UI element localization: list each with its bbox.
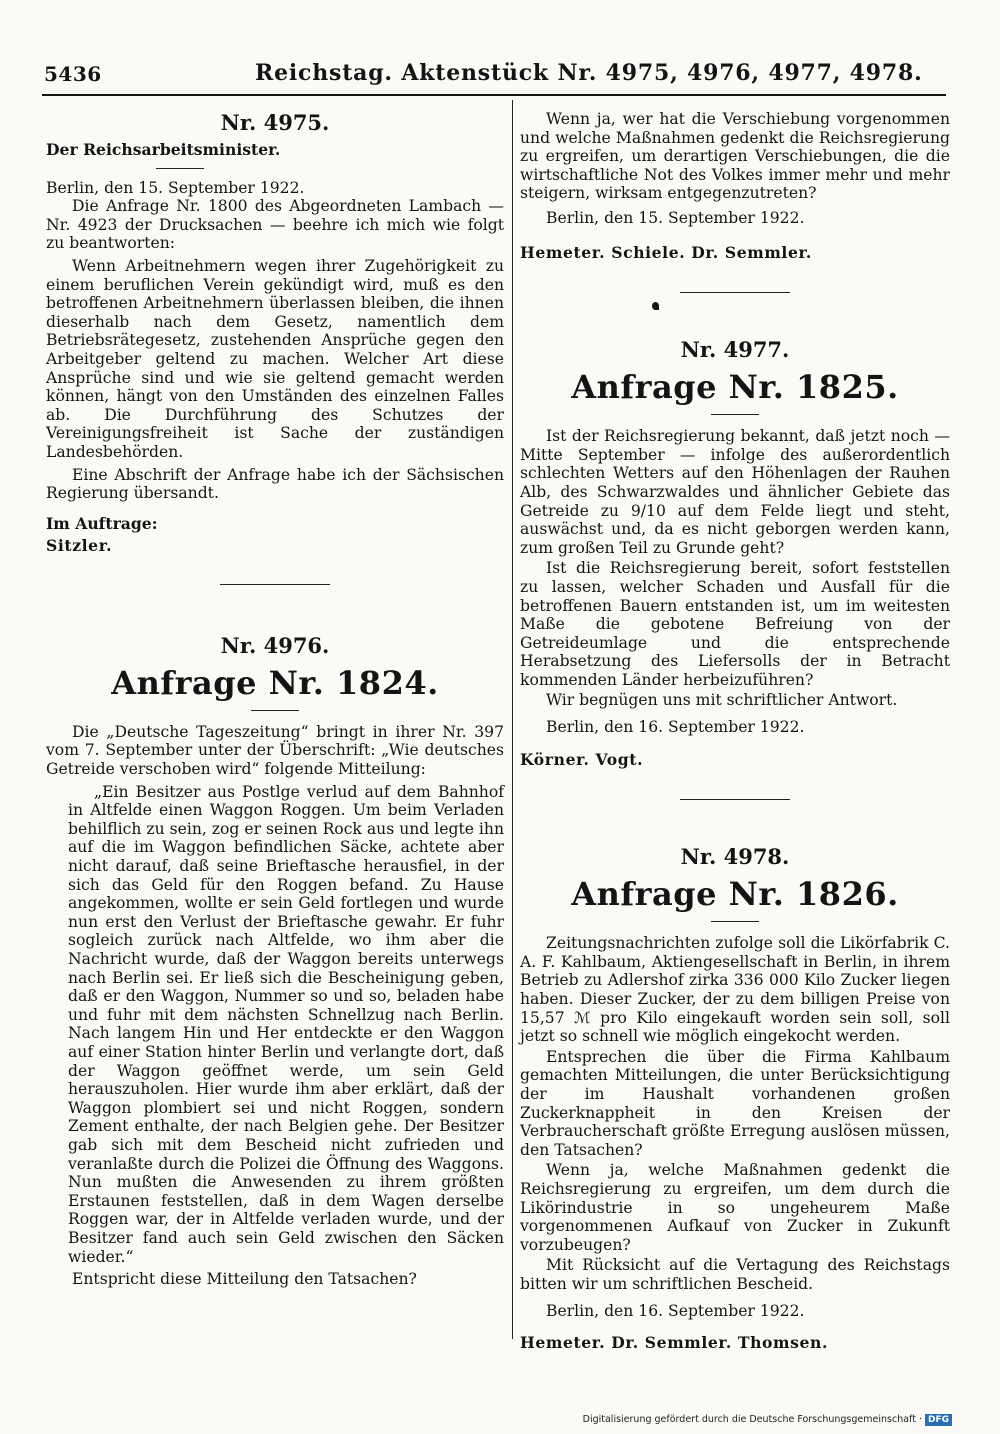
- ink-mark: [652, 302, 659, 310]
- doc-4976-date: Berlin, den 15. September 1922.: [546, 208, 805, 227]
- doc-4978-number: Nr. 4978.: [680, 844, 790, 870]
- separator-rule: [220, 584, 330, 585]
- doc-4978-paragraph: Wenn ja, welche Maßnahmen gedenkt die Reichsregierung zu ergreifen, um dem durch die Likörindustrie in so ungeheurem Maße vorgenommenen Aufkauf von Zucker in Zukunft vorzubeugen?: [520, 1161, 950, 1254]
- doc-4977-title: Anfrage Nr. 1825.: [571, 368, 899, 407]
- rule: [711, 414, 759, 415]
- separator-rule: [680, 799, 790, 800]
- doc-4975-date: Berlin, den 15. September 1922.: [46, 178, 305, 197]
- doc-4975-paragraph: Wenn Arbeitnehmern wegen ihrer Zugehörigkeit zu einem beruflichen Verein gekündigt wird, muß es den betroffenen Arbeitnehmern überlassen bleiben, die ihnen dieserhalb nach dem Gesetz, namentlich dem Betriebsrätegesetz, zustehenden Ansprüche gegen den Arbeitgeber geltend zu machen. Welcher Art diese Ansprüche sind und wie sie geltend gemacht werden können, hängt von den Umständen des einzelnen Falles ab. Die Durchführung des Schutzes der Vereinigungsfreiheit ist Sache der zuständigen Landesbehörden.: [46, 256, 504, 461]
- running-title: Reichstag. Aktenstück Nr. 4975, 4976, 4977, 4978.: [255, 60, 923, 86]
- doc-4976-quote: „Ein Besitzer aus Postlge verlud auf dem Bahnhof in Altfelde einen Waggon Roggen. Um beim Verladen behilflich zu sein, zog er seinen Rock aus und legte ihn auf die im Waggon befindlichen Säcke, achtete aber nicht darauf, daß seine Brieftasche herausfiel, in der sich das Geld für den Roggen befand. Zu Hause angekommen, wollte er sein Geld fortlegen und wurde nun erst den Verlust der Brieftasche gewahr. Er fuhr sogleich zurück nach Altfelde, wo ihm aber die Nachricht wurde, daß der Waggon bereits unterwegs nach Berlin sei. Er ließ sich die Bescheinigung geben, daß er den Waggon, Nummer so und so, beladen habe und fuhr mit dem nächsten Schnellzug nach Berlin. Nach langem Hin und Her entdeckte er den Waggon auf einer Station hinter Berlin und verlangte dort, daß der Waggon geöffnet werde, um sein Geld herauszuholen. Hier wurde ihm aber erklärt, daß der Waggon plombiert sei und nicht Roggen, sondern Zement enthalte, der nach Belgien gehe. Der Besitzer gab sich mit dem Bescheid nicht zufrieden und veranlaßte durch die Polizei die Öffnung des Waggons. Nun mußten die Anwesenden zu ihrem größten Erstaunen feststellen, daß in dem Wagen derselbe Roggen war, der in Altfelde verladen wurde, und der Besitzer fand auch sein Geld zwischen den Säcken wieder.“: [68, 782, 504, 1266]
- doc-4975-signature: Sitzler.: [46, 536, 113, 556]
- doc-4976-title: Anfrage Nr. 1824.: [111, 663, 439, 702]
- rule: [251, 710, 299, 711]
- doc-4976-signatures: Hemeter. Schiele. Dr. Semmler.: [520, 242, 812, 262]
- doc-4976-continuation: Wenn ja, wer hat die Verschiebung vorgenommen und welche Maßnahmen gedenkt die Reichsregierung zu ergreifen, um derartigen Verschiebungen, die die wirtschaftliche Not des Volkes immer mehr und mehr steigern, wirksam entgegenzutreten?: [520, 110, 950, 203]
- column-divider: [512, 100, 513, 1339]
- doc-4975-sender: Der Reichsarbeitsminister.: [46, 140, 281, 159]
- doc-4977-paragraph: Ist der Reichsregierung bekannt, daß jetzt noch — Mitte September — infolge des außerordentlich schlechten Wetters auf den Höhenlagen der Rauhen Alb, des Schwarzwaldes und ähnlicher Gebiete das Getreide zu 9/10 auf dem Felde liegt und steht, auswächst und, da es nicht geborgen werden kann, zum großen Teil zu Grunde geht?: [520, 427, 950, 557]
- left-column: [46, 110, 504, 1289]
- doc-4975-paragraph: Eine Abschrift der Anfrage habe ich der Sächsischen Regierung übersandt.: [46, 465, 504, 503]
- page-number: 5436: [44, 62, 102, 86]
- rule: [156, 168, 204, 169]
- doc-4978-paragraph: Zeitungsnachrichten zufolge soll die Likörfabrik C. A. F. Kahlbaum, Aktiengesellschaft in Berlin, in ihrem Betrieb zu Adlershof zirka 336 000 Kilo Zucker liegen haben. Dieser Zucker, der zu dem billigen Preise von 15,57 ℳ pro Kilo eingekauft worden sein soll, soll jetzt so schnell wie möglich eingekocht werden.: [520, 934, 950, 1046]
- footer-text: Digitalisierung gefördert durch die Deutsche Forschungsgemeinschaft ·: [582, 1414, 922, 1425]
- doc-4977-paragraph: Wir begnügen uns mit schriftlicher Antwort.: [546, 691, 898, 710]
- doc-4975-paragraph: Die Anfrage Nr. 1800 des Abgeordneten Lambach — Nr. 4923 der Drucksachen — beehre ich mich wie folgt zu beantworten:: [46, 197, 504, 253]
- footer-credit: [583, 1414, 952, 1426]
- doc-4976-intro: Die „Deutsche Tageszeitung“ bringt in ihrer Nr. 397 vom 7. September unter der Überschrift: „Wie deutsches Getreide verschoben wird“ folgende Mitteilung:: [46, 722, 504, 779]
- right-column: [520, 110, 950, 1353]
- doc-4978-date: Berlin, den 16. September 1922.: [546, 1301, 805, 1320]
- doc-4977-date: Berlin, den 16. September 1922.: [546, 718, 805, 737]
- doc-4976-closing: Entspricht diese Mitteilung den Tatsachen?: [72, 1270, 417, 1289]
- doc-4978-signatures: Hemeter. Dr. Semmler. Thomsen.: [520, 1333, 828, 1353]
- header-rule: [42, 94, 946, 96]
- separator-rule: [680, 292, 790, 293]
- doc-4977-paragraph: Ist die Reichsregierung bereit, sofort feststellen zu lassen, welcher Schaden und Ausfall für die betroffenen Bauern entstanden ist, um im weitesten Maße die gebotene Befreiung von der Getreideumlage und die entsprechende Herabsetzung des Liefersolls der in Betracht kommenden Länder herbeizuführen?: [520, 559, 950, 689]
- dfg-logo: DFG: [925, 1414, 952, 1426]
- doc-4975-number: Nr. 4975.: [220, 110, 330, 135]
- doc-4978-paragraph: Mit Rücksicht auf die Vertagung des Reichstags bitten wir um schriftlichen Bescheid.: [520, 1256, 950, 1293]
- im-auftrage: Im Auftrage:: [46, 513, 158, 533]
- doc-4978-title: Anfrage Nr. 1826.: [571, 875, 899, 914]
- doc-4976-number: Nr. 4976.: [220, 632, 330, 658]
- doc-4977-signatures: Körner. Vogt.: [520, 749, 644, 769]
- doc-4977-number: Nr. 4977.: [680, 337, 790, 363]
- rule: [711, 921, 759, 922]
- doc-4978-paragraph: Entsprechen die über die Firma Kahlbaum gemachten Mitteilungen, die unter Berücksichtigung der im Haushalt vorhandenen großen Zuckerknappheit in den Kreisen der Verbraucherschaft größte Erregung auslösen müssen, den Tatsachen?: [520, 1047, 950, 1159]
